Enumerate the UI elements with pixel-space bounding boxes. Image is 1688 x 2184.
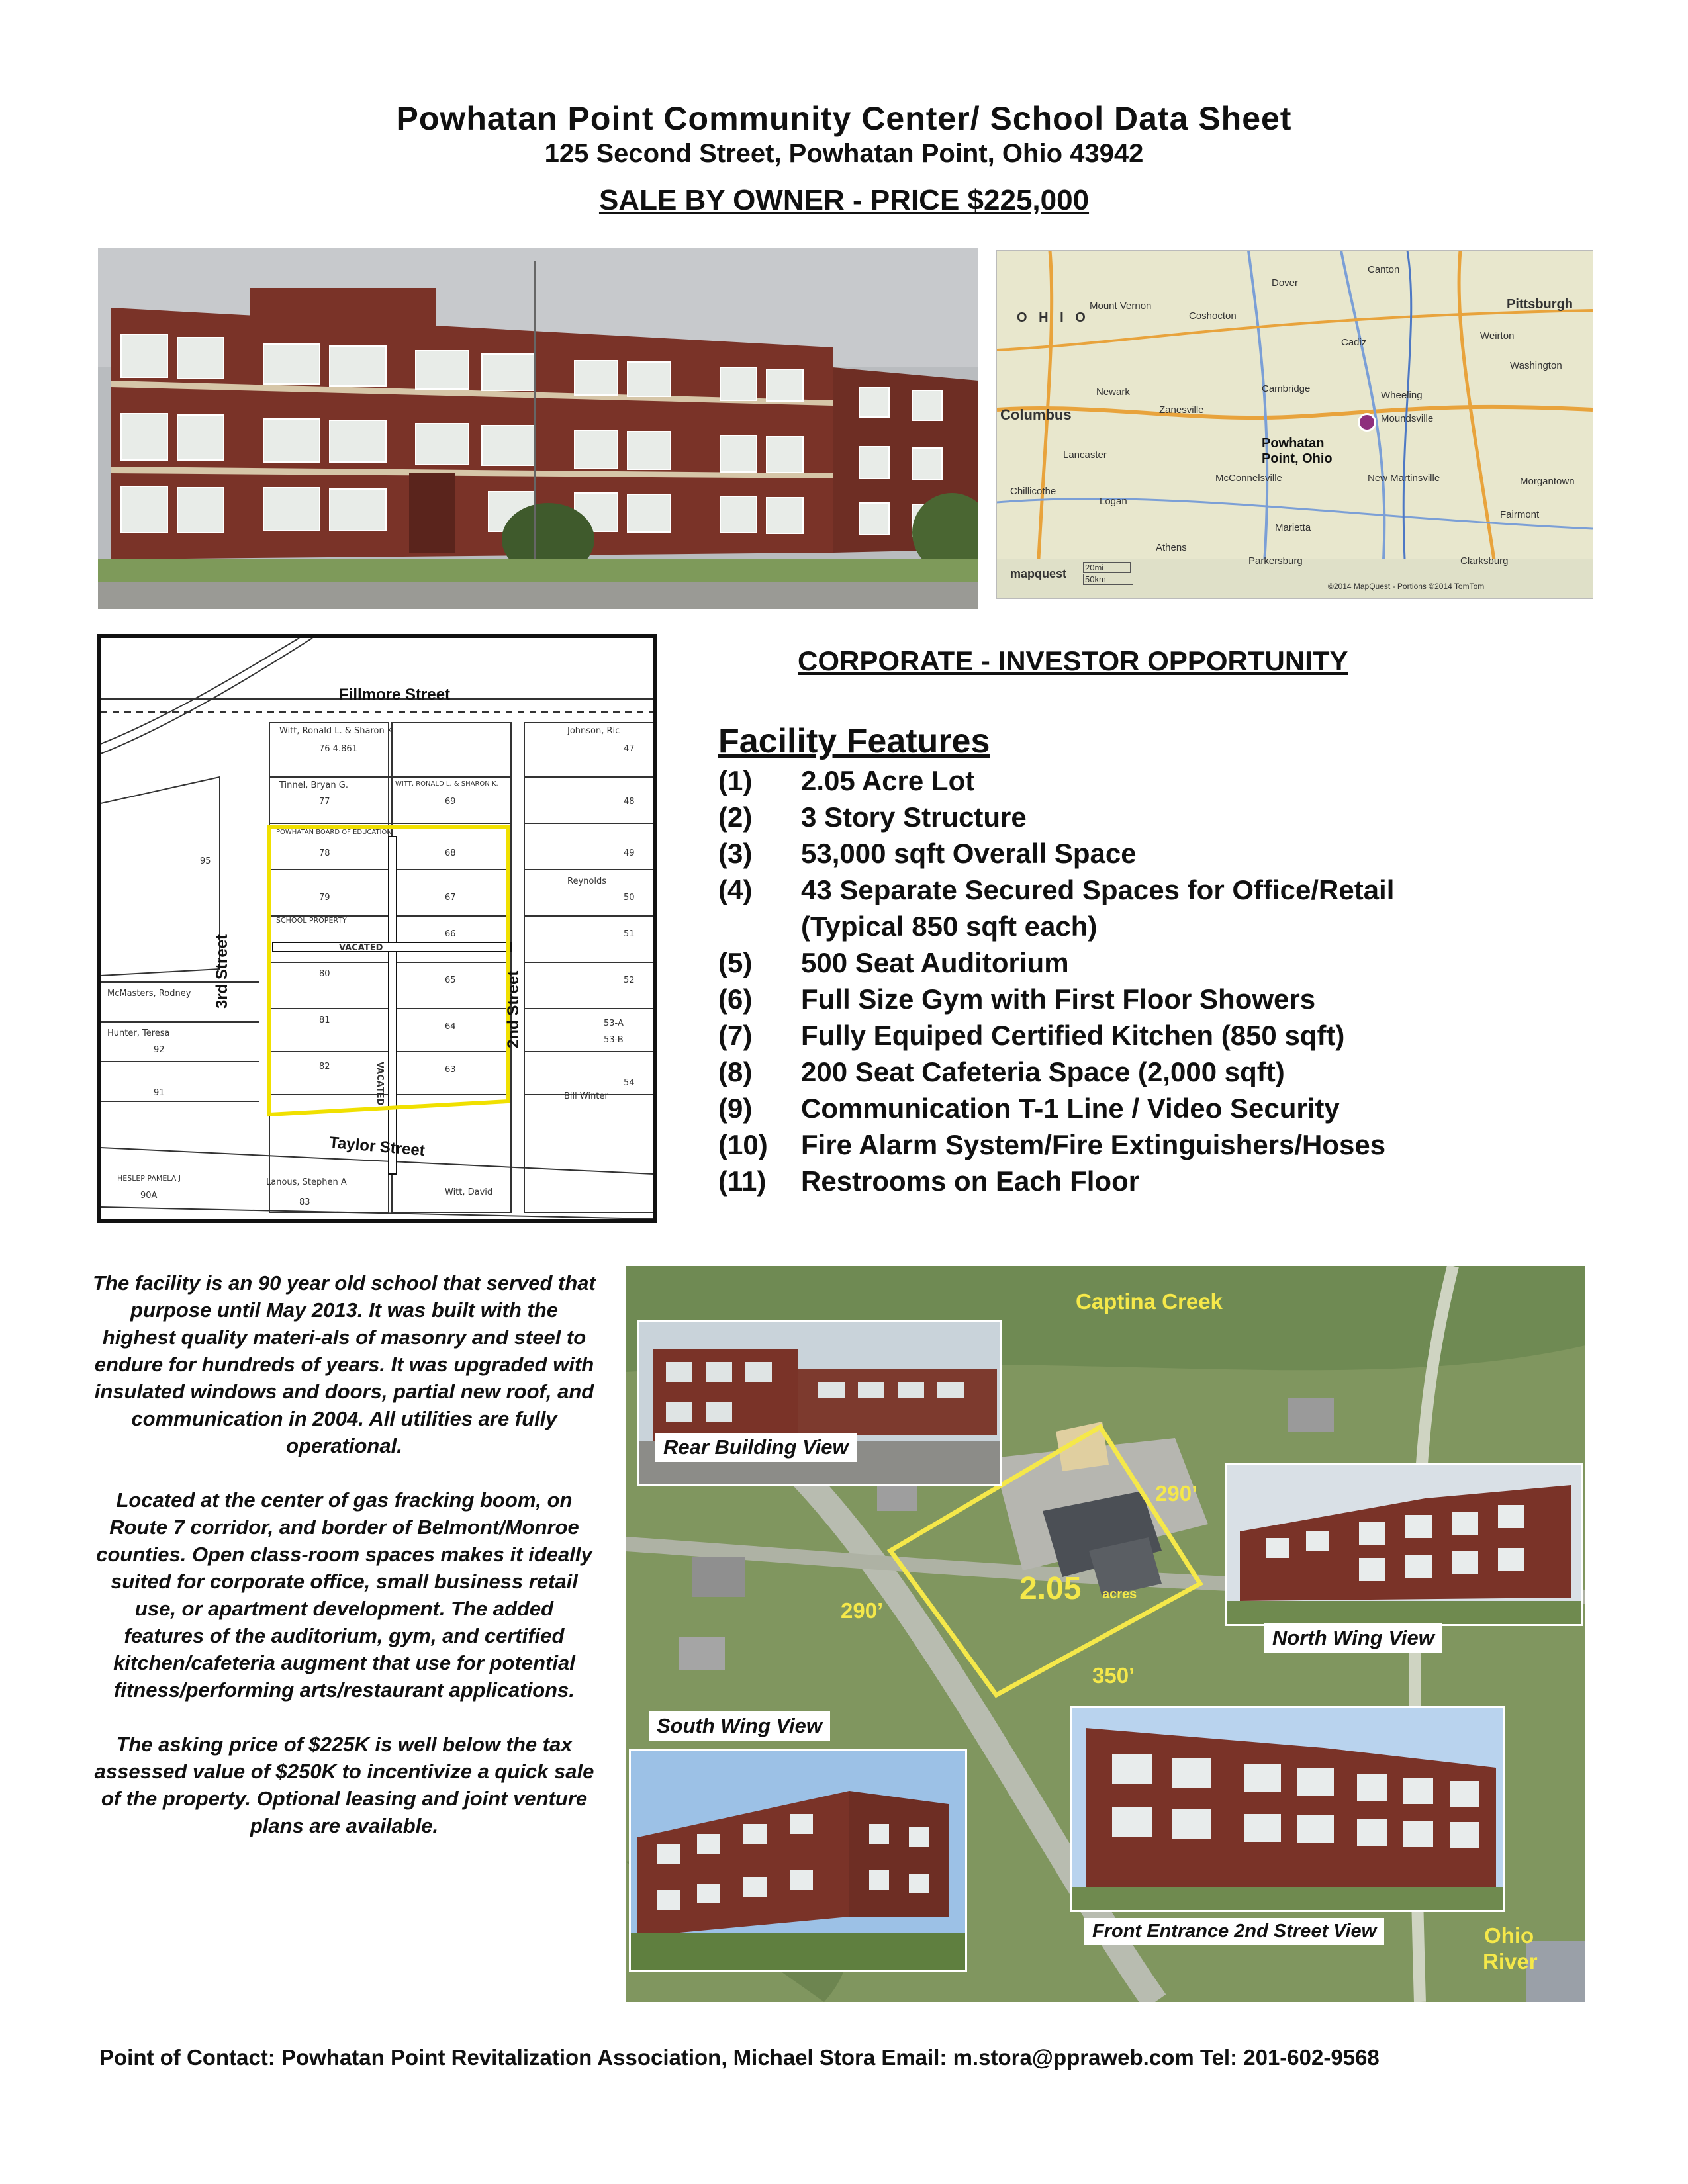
map-city-label: Cadiz: [1341, 337, 1367, 348]
street-label: Taylor Street: [328, 1133, 426, 1160]
map-city-label: Chillicothe: [1010, 486, 1056, 497]
lot-label: 65: [445, 976, 456, 985]
description-text: [93, 1269, 596, 1866]
river-label: River: [1483, 1949, 1538, 1974]
lot-label: 49: [624, 848, 635, 858]
north-wing-photo: [1225, 1463, 1583, 1626]
map-city-label: Weirton: [1480, 330, 1515, 341]
feature-text: 2.05 Acre Lot: [801, 765, 975, 796]
map-city-label: Athens: [1156, 542, 1187, 553]
map-scale-bar: 50km: [1083, 574, 1133, 585]
feature-number: (8): [718, 1056, 753, 1087]
map-city-label: Columbus: [1000, 406, 1072, 423]
lot-label: Lanous, Stephen A: [266, 1177, 347, 1187]
contact-line: Point of Contact: Powhatan Point Revitalization Association, Michael Stora Email: m.stora@ppraweb.com Tel: 201-602-9568: [99, 2045, 1380, 2070]
acreage-value: 2.05: [1019, 1571, 1082, 1606]
aerial-photo: [626, 1266, 1585, 2002]
features-heading: Facility Features: [718, 722, 990, 760]
feature-number: (11): [718, 1165, 767, 1197]
feature-item: [718, 908, 1665, 944]
feature-item: [718, 1054, 1665, 1090]
map-city-label: Canton: [1368, 264, 1400, 275]
lot-label: 53-B: [604, 1035, 624, 1045]
map-city-label: Moundsville: [1381, 413, 1434, 424]
street-label: 2nd Street: [504, 970, 522, 1048]
vacated-label: VACATED: [375, 1062, 385, 1106]
sale-price-line: SALE BY OWNER - PRICE $225,000: [598, 184, 1090, 216]
map-city-label: Morgantown: [1520, 476, 1575, 487]
lot-label: 80: [319, 969, 330, 979]
map-pin-label: Point, Ohio: [1262, 451, 1333, 466]
map-city-label: McConnelsville: [1215, 473, 1282, 484]
feature-number: (2): [718, 801, 753, 833]
feature-number: (7): [718, 1020, 753, 1051]
feature-number: (5): [718, 947, 753, 978]
address-line: 125 Second Street, Powhatan Point, Ohio 43942: [544, 139, 1144, 168]
street-label: 3rd Street: [213, 934, 231, 1009]
description-paragraph: The facility is an 90 year old school that served that purpose until May 2013. It was built with the highest quality materi-als of masonry and steel to endure for hundreds of years. It was upgraded with insulated windows and doors, partial new roof, and communication in 2004. All utilities are fully operational.: [93, 1271, 596, 1457]
map-city-label: Pittsburgh: [1507, 297, 1573, 312]
lot-label: WITT, RONALD L. & SHARON K.: [395, 780, 498, 788]
feature-text: Restrooms on Each Floor: [801, 1165, 1140, 1197]
feature-item: [718, 1017, 1665, 1054]
dimension-label: 350’: [1092, 1663, 1135, 1688]
location-pin-icon: [1358, 413, 1376, 432]
front-entrance-photo: [1070, 1706, 1505, 1912]
map-city-label: New Martinsville: [1368, 473, 1440, 484]
map-state-label: O H I O: [1017, 310, 1090, 325]
street-label: Fillmore Street: [339, 686, 451, 704]
description-paragraph: The asking price of $225K is well below the tax assessed value of $250K to incentivize a quick sale of the property. Optional leasing and joint venture plans are available.: [94, 1733, 594, 1837]
lot-label: 79: [319, 893, 330, 903]
lot-label: McMasters, Rodney: [107, 989, 191, 999]
lot-label: 83: [299, 1197, 310, 1207]
north-wing-illustration: [1227, 1465, 1581, 1624]
south-wing-photo: [629, 1749, 967, 1972]
map-city-label: Fairmont: [1500, 509, 1540, 520]
feature-number: (6): [718, 983, 753, 1015]
plat-map: [97, 634, 657, 1223]
vacated-label: VACATED: [339, 943, 383, 953]
feature-text: 200 Seat Cafeteria Space (2,000 sqft): [801, 1056, 1285, 1087]
feature-text: 3 Story Structure: [801, 801, 1027, 833]
lot-label: HESLEP PAMELA J: [117, 1174, 181, 1183]
lot-label: Reynolds: [567, 876, 606, 886]
map-roads: [997, 251, 1593, 598]
lot-label: Witt, Ronald L. & Sharon K: [279, 726, 393, 736]
map-city-label: Clarksburg: [1460, 555, 1509, 567]
feature-text: Communication T-1 Line / Video Security: [801, 1093, 1340, 1124]
lot-label: 92: [154, 1045, 165, 1055]
map-scale-bar: 20mi: [1083, 562, 1131, 573]
map-city-label: Washington: [1510, 360, 1562, 371]
lot-label: 95: [200, 856, 211, 866]
feature-text: Fire Alarm System/Fire Extinguishers/Hoses: [801, 1129, 1386, 1160]
lot-label: 76 4.861: [319, 744, 357, 754]
opportunity-heading: CORPORATE - INVESTOR OPPORTUNITY: [798, 645, 1348, 676]
map-copyright: ©2014 MapQuest - Portions ©2014 TomTom: [1328, 582, 1485, 591]
lot-label: 52: [624, 976, 635, 985]
feature-number: (4): [718, 874, 753, 905]
lot-label: 64: [445, 1022, 456, 1032]
lot-label: 48: [624, 797, 635, 807]
map-city-label: Mount Vernon: [1090, 300, 1152, 312]
lot-label: Bill Winter: [564, 1091, 608, 1101]
feature-item: [718, 762, 1665, 799]
lot-label: 67: [445, 893, 456, 903]
lot-label: 68: [445, 848, 456, 858]
map-city-label: Marietta: [1275, 522, 1311, 533]
north-view-caption: North Wing View: [1264, 1623, 1442, 1653]
feature-item: [718, 799, 1665, 835]
feature-number: (1): [718, 765, 753, 796]
front-entrance-illustration: [1072, 1708, 1503, 1910]
lot-label: 77: [319, 797, 330, 807]
feature-item: [718, 1126, 1665, 1163]
lot-label: Tinnel, Bryan G.: [279, 780, 349, 790]
lot-label: 51: [624, 929, 635, 939]
lot-label: 78: [319, 848, 330, 858]
lot-label: 47: [624, 744, 635, 754]
feature-text: 53,000 sqft Overall Space: [801, 838, 1137, 869]
acreage-unit: acres: [1102, 1587, 1137, 1602]
lot-label: Hunter, Teresa: [107, 1028, 170, 1038]
feature-item: [718, 981, 1665, 1017]
front-view-caption: Front Entrance 2nd Street View: [1084, 1918, 1384, 1945]
lot-label: POWHATAN BOARD OF EDUCATION: [276, 829, 392, 836]
creek-label: Captina Creek: [1076, 1289, 1223, 1314]
feature-text: (Typical 850 sqft each): [801, 911, 1098, 942]
lot-label: 82: [319, 1062, 330, 1071]
south-view-caption: South Wing View: [649, 1711, 830, 1741]
map-city-label: Dover: [1272, 277, 1299, 289]
feature-number: [718, 908, 801, 944]
feature-item: [718, 1090, 1665, 1126]
feature-number: (9): [718, 1093, 753, 1124]
lot-label: 90A: [140, 1191, 158, 1201]
map-city-label: Cambridge: [1262, 383, 1311, 394]
building-front-photo: [98, 248, 978, 609]
feature-item: [718, 872, 1665, 908]
lot-label: 63: [445, 1065, 456, 1075]
map-city-label: Newark: [1096, 387, 1130, 398]
description-paragraph: Located at the center of gas fracking boom, on Route 7 corridor, and border of Belmont/Monroe counties. Open class-room spaces makes it ideally suited for corporate office, small business retail use, or apartment development. The added features of the auditorium, gym, and certified kitchen/cafeteria augment that use for potential fitness/performing arts/restaurant applications.: [96, 1488, 592, 1702]
map-city-label: Parkersburg: [1248, 555, 1303, 567]
feature-text: Fully Equiped Certified Kitchen (850 sqft): [801, 1020, 1345, 1051]
feature-number: (10): [718, 1129, 768, 1160]
lot-label: 66: [445, 929, 456, 939]
lot-label: 53-A: [604, 1019, 624, 1028]
map-city-label: Wheeling: [1381, 390, 1423, 401]
lot-label: 54: [624, 1078, 635, 1088]
lot-label: Witt, David: [445, 1187, 493, 1197]
feature-item: [718, 1163, 1665, 1199]
lot-label: 81: [319, 1015, 330, 1025]
map-pin-label: Powhatan: [1262, 436, 1325, 451]
location-map: [996, 250, 1593, 599]
school-building-illustration: [98, 248, 978, 609]
lot-label: 50: [624, 893, 635, 903]
plat-lines: [101, 638, 653, 1219]
lot-label: 69: [445, 797, 456, 807]
features-list: [718, 762, 1665, 1199]
lot-label: 91: [154, 1088, 165, 1098]
map-city-label: Logan: [1100, 496, 1127, 507]
feature-item: [718, 835, 1665, 872]
map-city-label: Coshocton: [1189, 310, 1237, 322]
dimension-label: 290’: [841, 1598, 884, 1623]
lot-label: Johnson, Ric: [567, 726, 620, 736]
rear-view-caption: Rear Building View: [655, 1433, 857, 1462]
map-city-label: Lancaster: [1063, 449, 1107, 461]
feature-text: 43 Separate Secured Spaces for Office/Retail: [801, 874, 1395, 905]
map-brand-logo: mapquest: [1010, 567, 1067, 580]
feature-text: 500 Seat Auditorium: [801, 947, 1069, 978]
feature-item: [718, 944, 1665, 981]
page-title: Powhatan Point Community Center/ School Data Sheet: [396, 100, 1292, 137]
feature-text: Full Size Gym with First Floor Showers: [801, 983, 1316, 1015]
dimension-label: 290’: [1155, 1481, 1198, 1506]
south-wing-illustration: [631, 1751, 965, 1970]
map-city-label: Zanesville: [1159, 404, 1204, 416]
lot-label: SCHOOL PROPERTY: [276, 916, 347, 925]
river-label: Ohio: [1484, 1923, 1534, 1948]
feature-number: (3): [718, 838, 753, 869]
